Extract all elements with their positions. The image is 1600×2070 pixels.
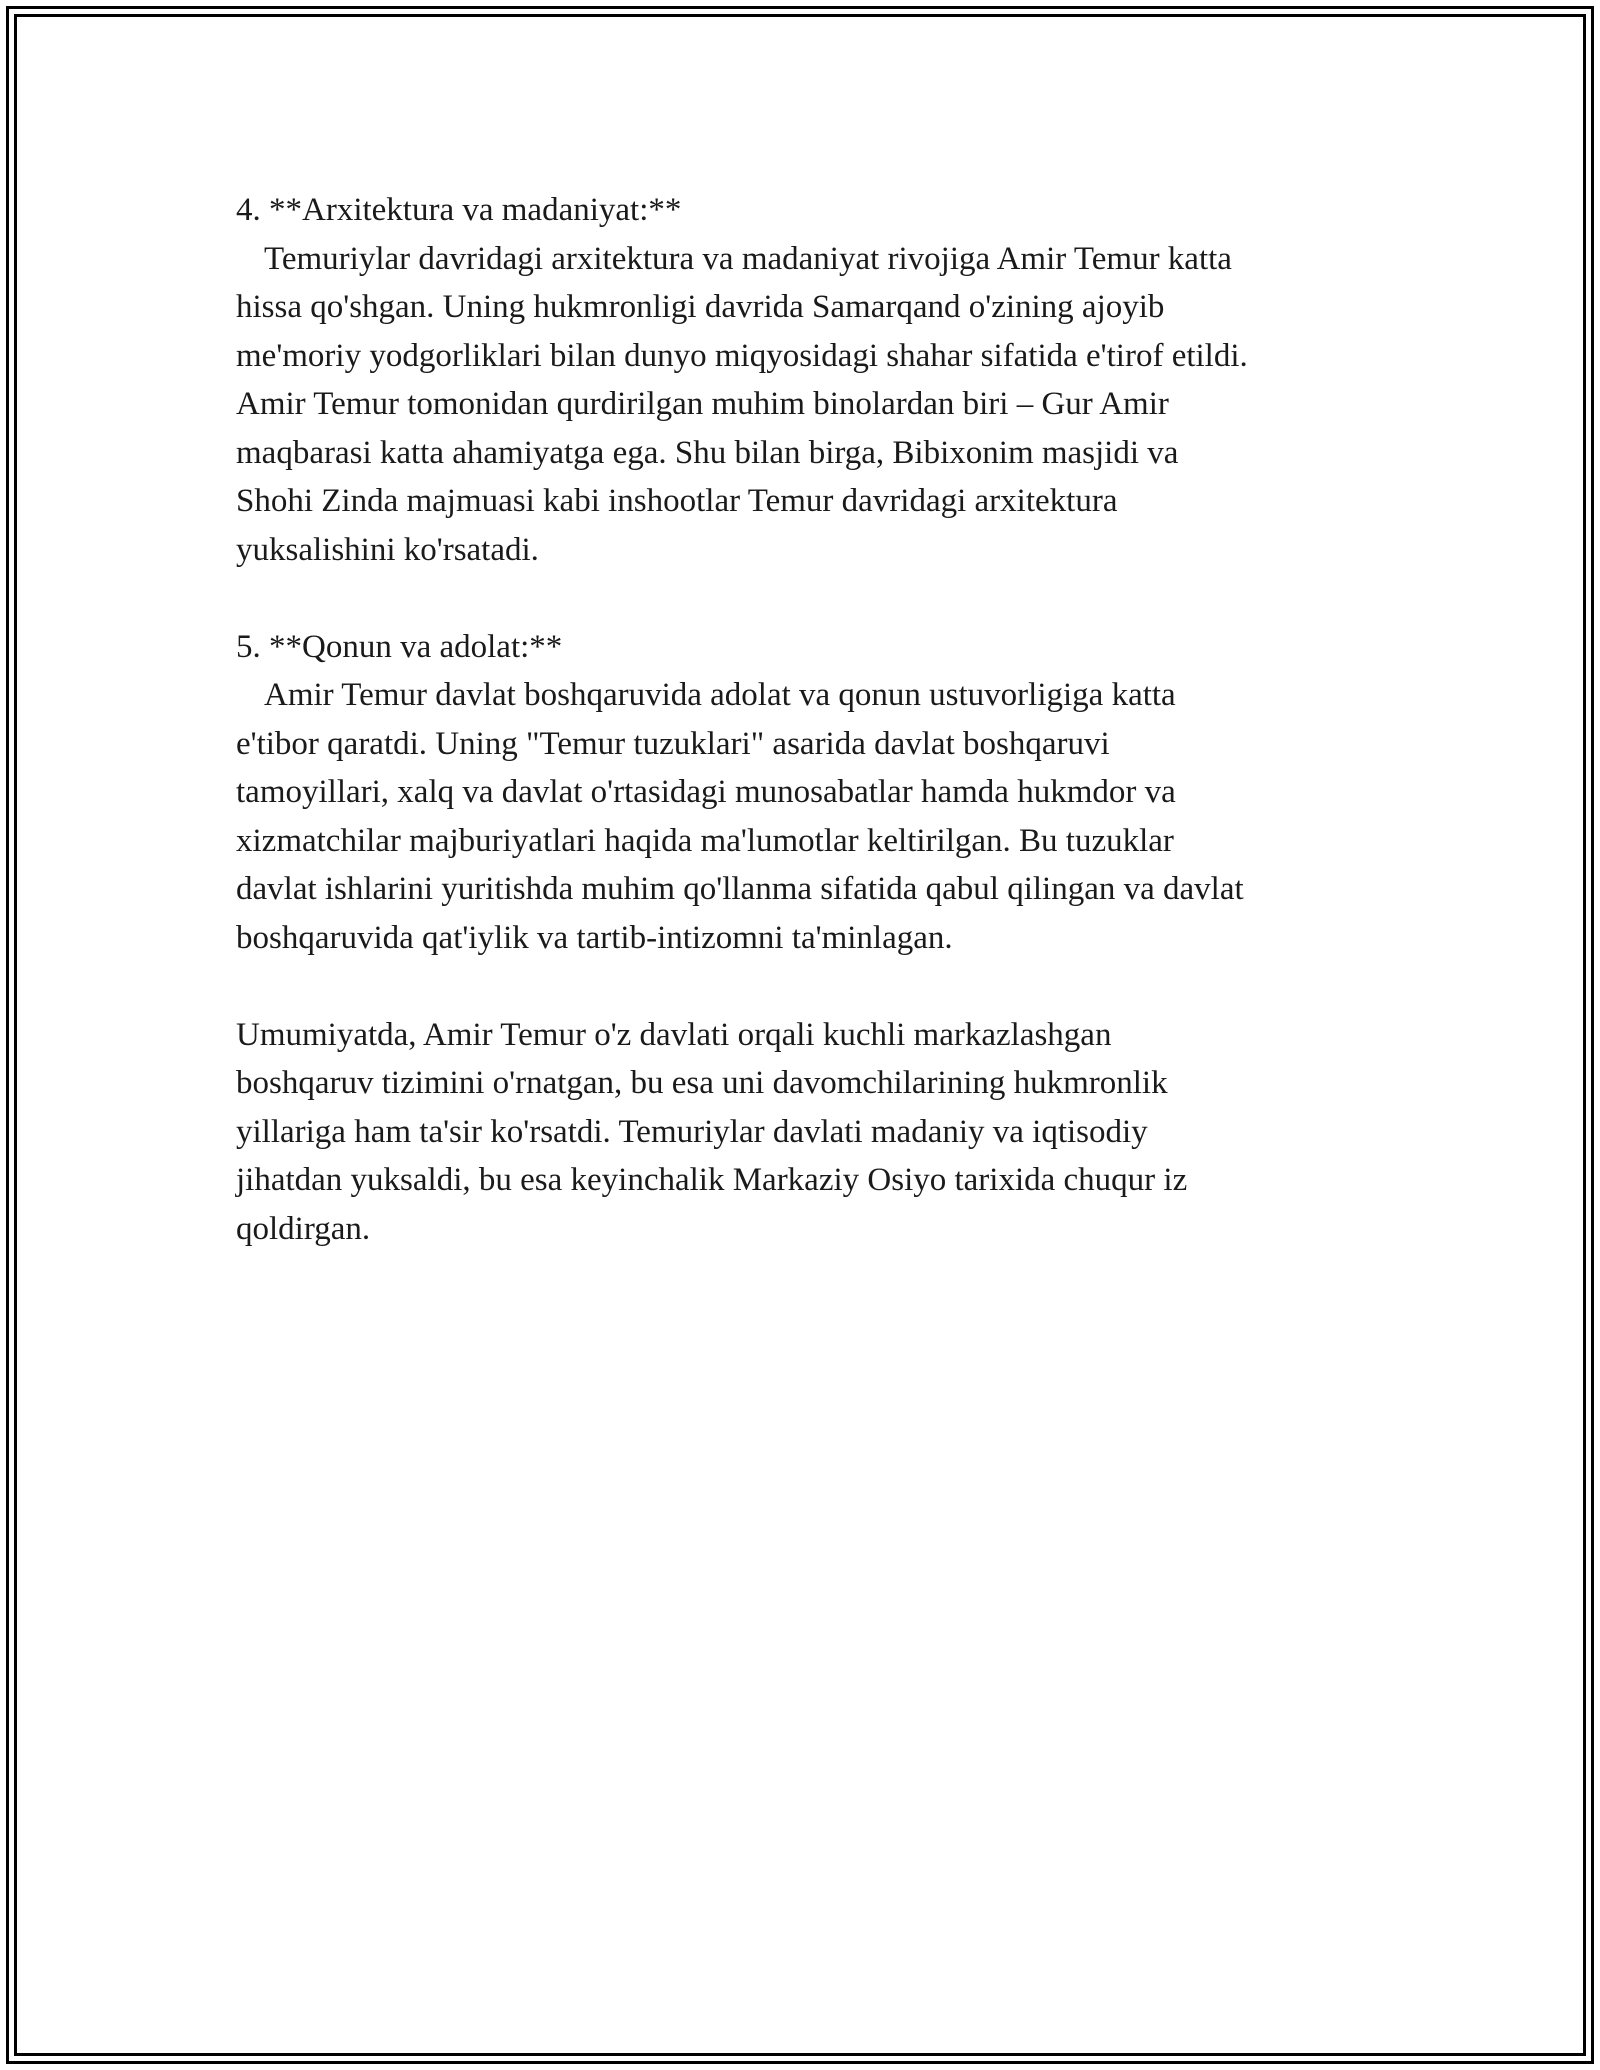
section-heading: 5. **Qonun va adolat:** bbox=[236, 628, 563, 665]
paragraph-line: boshqaruvida qat'iylik va tartib-intizomni ta'minlagan. bbox=[236, 919, 953, 956]
paragraph-line: Umumiyatda, Amir Temur o'z davlati orqali kuchli markazlashgan bbox=[236, 1016, 1112, 1053]
paragraph-line: Amir Temur tomonidan qurdirilgan muhim binolardan biri – Gur Amir bbox=[236, 386, 1169, 422]
paragraph-line: Amir Temur davlat boshqaruvida adolat va qonun ustuvorligiga katta bbox=[264, 677, 1176, 713]
section-law-justice bbox=[236, 623, 1376, 963]
paragraph-line: davlat ishlarini yuritishda muhim qo'llanma sifatida qabul qilingan va davlat bbox=[236, 871, 1244, 907]
paragraph-line: hissa qo'shgan. Uning hukmronligi davrida Samarqand o'zining ajoyib bbox=[236, 289, 1165, 325]
paragraph-line: boshqaruv tizimini o'rnatgan, bu esa uni davomchilarining hukmronlik bbox=[236, 1065, 1168, 1101]
paragraph-spacer bbox=[236, 962, 1376, 1011]
paragraph-line: qoldirgan. bbox=[236, 1210, 371, 1247]
paragraph-line: xizmatchilar majburiyatlari haqida ma'lumotlar keltirilgan. Bu tuzuklar bbox=[236, 822, 1174, 859]
conclusion-paragraph bbox=[236, 1011, 1376, 1254]
section-architecture bbox=[236, 186, 1376, 574]
paragraph-line: yuksalishini ko'rsatadi. bbox=[236, 531, 539, 568]
paragraph-line: Shohi Zinda majmuasi kabi inshootlar Temur davridagi arxitektura bbox=[236, 483, 1118, 519]
section-heading: 4. **Arxitektura va madaniyat:** bbox=[236, 192, 682, 228]
paragraph-spacer bbox=[236, 574, 1376, 623]
paragraph-line: jihatdan yuksaldi, bu esa keyinchalik Markaziy Osiyo tarixida chuqur iz bbox=[236, 1162, 1188, 1198]
document-body bbox=[236, 186, 1376, 1253]
paragraph-line: maqbarasi katta ahamiyatga ega. Shu bilan birga, Bibixonim masjidi va bbox=[236, 434, 1179, 471]
paragraph-line: yillariga ham ta'sir ko'rsatdi. Temuriylar davlati madaniy va iqtisodiy bbox=[236, 1113, 1148, 1150]
paragraph-line: tamoyillari, xalq va davlat o'rtasidagi munosabatlar hamda hukmdor va bbox=[236, 774, 1176, 810]
paragraph-line: me'moriy yodgorliklari bilan dunyo miqyosidagi shahar sifatida e'tirof etildi. bbox=[236, 337, 1248, 374]
paragraph-line: e'tibor qaratdi. Uning "Temur tuzuklari" asarida davlat boshqaruvi bbox=[236, 725, 1110, 762]
paragraph-line: Temuriylar davridagi arxitektura va madaniyat rivojiga Amir Temur katta bbox=[264, 240, 1232, 277]
